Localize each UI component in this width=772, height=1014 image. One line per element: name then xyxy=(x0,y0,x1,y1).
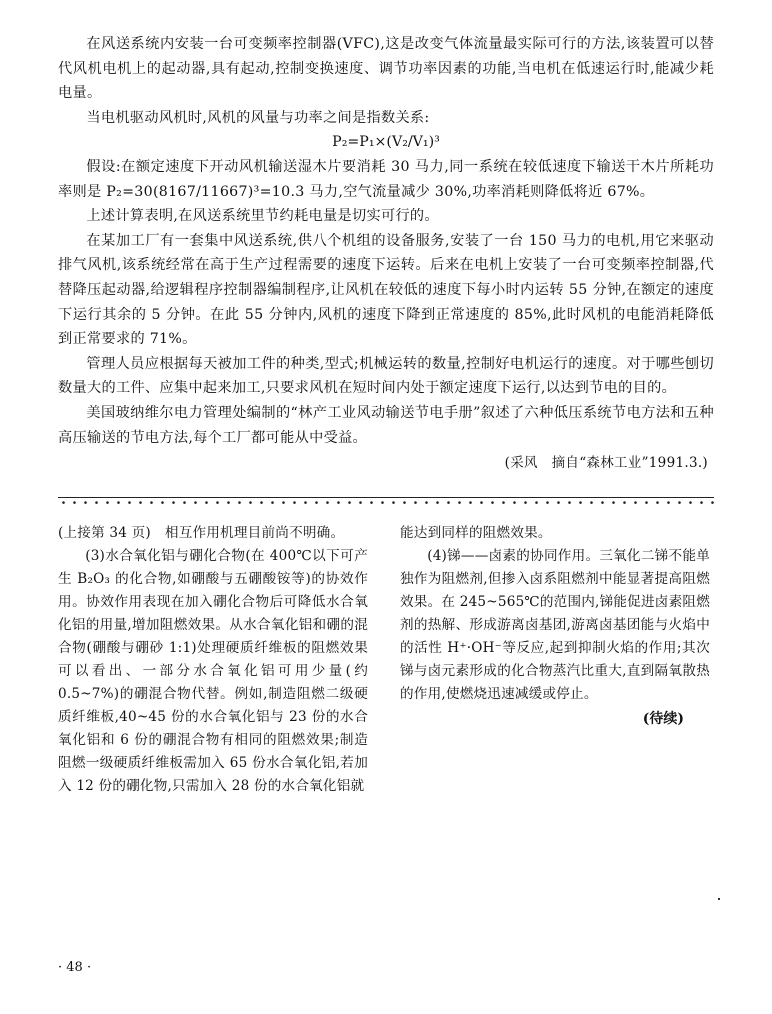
continuation-intro xyxy=(58,522,368,545)
continuation-lead-text: 相互作用机理目前尚不明确。 xyxy=(164,525,345,541)
right-column xyxy=(400,522,710,732)
paragraph-factory-case: 在某加工厂有一套集中风送系统,供八个机组的设备服务,安装了一台 150 马力的电机,用它来驱动排气风机,该系统经常在高于生产过程需要的速度下运转。后来在电机上安装了一台可变频率控制器,代替降压起动器,给逻辑程序控制器编制程序,让风机在较低的速度下每小时内运转 55 分钟,在额定的速度下运行其余的 5 分钟。在此 55 分钟内,风机的速度下降到正常速度的 85%,此时风机的电能消耗降低到正常要求的 71%。 xyxy=(58,232,714,348)
paragraph-assumption: 假设:在额定速度下开动风机输送湿木片要消耗 30 马力,同一系统在较低速度下输送干木片所耗功率则是 P₂=30(8167/11667)³=10.3 马力,空气流量减少 30%,功率消耗则降低将近 67%。 xyxy=(58,158,714,200)
ink-speck xyxy=(718,898,720,900)
article-source: (采风 摘自“森林工业”1991.3.) xyxy=(504,455,708,472)
continued-article xyxy=(58,522,714,852)
paragraph-conclusion: 上述计算表明,在风送系统里节约耗电量是切实可行的。 xyxy=(86,208,439,225)
paragraph-antimony-halogen: (4)锑——卤素的协同作用。三氧化二锑不能单独作为阻燃剂,但掺入卤系阻燃剂中能显著提高阻燃效果。在 245~565℃的范围内,锑能促进卤素阻燃剂的热解、形成游离卤基团,游离卤基团能与火焰中的活性 H⁺·OH⁻等反应,起到抑制火焰的作用;其次锑与卤元素形成的化合物蒸汽比重大,直到隔氧散热的作用,使燃烧迅速减缓或停止。 xyxy=(400,548,710,702)
paragraph-aluminum-boron-continued: 能达到同样的阻燃效果。 xyxy=(400,525,552,541)
page-number: · 48 · xyxy=(58,960,92,975)
decorative-divider xyxy=(58,490,714,504)
paragraph-management: 管理人员应根据每天被加工件的种类,型式;机械运转的数量,控制好电机运行的速度。对于哪些刨切数量大的工件、应集中起来加工,只要求风机在短时间内处于额定速度下运行,以达到节电的目的。 xyxy=(58,355,714,397)
paragraph-power-relation: 当电机驱动风机时,风机的风量与功率之间是指数关系: xyxy=(86,109,430,126)
to-be-continued-label: (待续) xyxy=(642,711,684,727)
paragraph-vfc-intro: 在风送系统内安装一台可变频率控制器(VFC),这是改变气体流量最实际可行的方法,该装置可以替代风机电机上的起动器,具有起动,控制变换速度、调节功率因素的功能,当电机在低速运行时,能减少耗电量。 xyxy=(58,36,714,102)
continued-from-label: (上接第 34 页) xyxy=(58,525,151,541)
paragraph-handbook: 美国玻纳维尔电力管理处编制的“林产工业风动输送节电手册”叙述了六种低压系统节电方法和五种高压输送的节电方法,每个工厂都可能从中受益。 xyxy=(58,404,714,446)
power-formula: P₂=P₁×(V₂/V₁)³ xyxy=(332,134,440,151)
paragraph-aluminum-boron: (3)水合氧化铝与硼化合物(在 400℃以下可产生 B₂O₃ 的化合物,如硼酸与五硼酸铵等)的协效作用。协效作用表现在加入硼化合物后可降低水合氧化铝的用量,增加阻燃效果。从水合氧化铝和硼的混合物(硼酸与硼砂 1:1)处理硬质纤维板的阻燃效果可以看出、一部分水合氧化铝可用少量(约 0.5~7%)的硼混合物代替。例如,制造阻燃二级硬质纤维板,40~45 份的水合氧化铝与 23 份的水合氧化铝和 6 份的硼混合物有相同的阻燃效果;制造阻燃一级硬质纤维板需加入 65 份水合氧化铝,若加入 12 份的硼化物,只需加入 28 份的水合氧化铝就 xyxy=(58,548,368,794)
energy-saving-article xyxy=(58,32,714,476)
left-column xyxy=(58,522,368,798)
